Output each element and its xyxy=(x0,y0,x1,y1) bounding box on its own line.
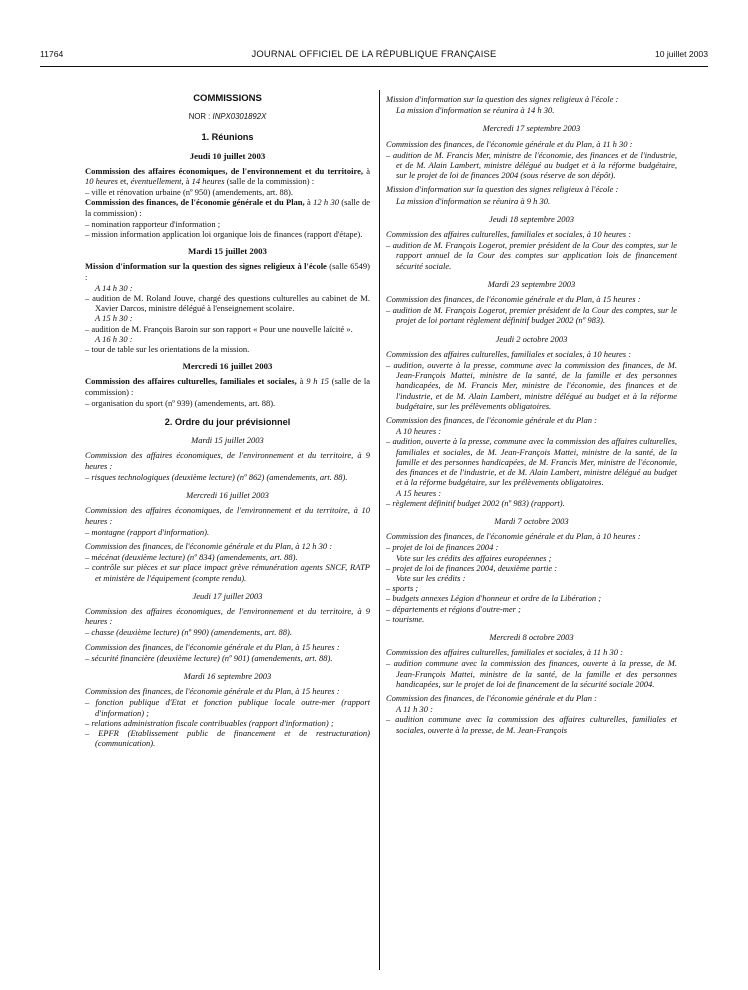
agenda-item: – tour de table sur les orientations de la mission. xyxy=(85,344,250,355)
commission-entry: Commission des finances, de l'économie générale et du Plan, à 15 heures : xyxy=(85,641,340,652)
time-slot: A 10 heures : xyxy=(396,426,442,437)
date-heading: Mercredi 16 juillet 2003 xyxy=(186,490,269,501)
left-column xyxy=(85,94,370,748)
section-title-reunions: 1. Réunions xyxy=(201,132,254,143)
agenda-item: – montagne (rapport d'information). xyxy=(85,526,210,537)
commission-entry: Commission des affaires économiques, de l'environnement et du territoire, à 9 heures : xyxy=(85,605,370,627)
agenda-item: – ville et rénovation urbaine (nº 950) (amendements, art. 88). xyxy=(85,187,293,198)
date-heading: Jeudi 17 juillet 2003 xyxy=(192,590,263,601)
commission-entry: Commission des finances, de l'économie générale et du Plan, à 11 h 30 : xyxy=(386,138,633,149)
agenda-subline: Vote sur les crédits : xyxy=(396,572,466,583)
issue-date: 10 juillet 2003 xyxy=(654,49,708,59)
time-slot: A 11 h 30 : xyxy=(396,704,433,715)
commission-entry: Commission des affaires culturelles, familiales et sociales, à 9 h 15 (salle de la commission) : xyxy=(85,376,370,397)
commission-entry: Commission des finances, de l'économie générale et du Plan : xyxy=(386,692,597,703)
commission-entry: Commission des affaires économiques, de l'environnement et du territoire, à 10 heures : xyxy=(85,505,370,526)
commission-entry: Commission des finances, de l'économie générale et du Plan, à 10 heures : xyxy=(386,531,641,542)
date-heading: Mercredi 16 juillet 2003 xyxy=(182,361,273,372)
column-divider xyxy=(379,90,380,970)
nor-code: INPX0301892X xyxy=(212,112,267,122)
agenda-item: – risques technologiques (deuxième lecture) (nº 862) (amendements, art. 88). xyxy=(85,471,348,482)
page-number: 11764 xyxy=(40,49,64,59)
section-heading: COMMISSIONS xyxy=(193,93,262,104)
agenda-item: – audition de M. François Baroin sur son rapport « Pour une nouvelle laïcité ». xyxy=(85,323,353,334)
commission-entry: Commission des affaires culturelles, familiales et sociales, à 10 heures : xyxy=(386,348,632,359)
agenda-item: – audition commune avec la commission des affaires culturelles, familiales et sociales, ouverte à la presse, de M. Jean-François xyxy=(386,714,677,735)
date-heading: Jeudi 10 juillet 2003 xyxy=(189,150,266,161)
commission-entry: Commission des finances, de l'économie générale et du Plan, à 12 h 30 (salle de la commission) : xyxy=(85,197,370,218)
date-heading: Jeudi 18 septembre 2003 xyxy=(489,213,574,224)
commission-entry: Mission d'information sur la question des signes religieux à l'école : xyxy=(386,184,619,195)
commission-entry: Commission des finances, de l'économie générale et du Plan, à 15 heures : xyxy=(85,686,340,697)
agenda-item: – chasse (deuxième lecture) (nº 990) (amendements, art. 88). xyxy=(85,627,292,638)
time-slot: A 15 h 30 : xyxy=(95,313,133,324)
commission-entry: Commission des finances, de l'économie générale et du Plan, à 12 h 30 : xyxy=(85,540,333,551)
running-header xyxy=(40,47,708,63)
date-heading: Mardi 15 juillet 2003 xyxy=(191,435,264,446)
time-slot: A 15 heures : xyxy=(396,487,442,498)
date-heading: Mercredi 17 septembre 2003 xyxy=(482,123,581,134)
nor-label: NOR : xyxy=(188,112,211,122)
agenda-item: – audition de M. François Logerot, premier président de la Cour des comptes, sur le rapport annuel de la Cour des comptes sur application lois de financement sécurité sociale. xyxy=(386,240,677,271)
agenda-item: – projet de loi de finances 2004, deuxième partie : xyxy=(386,562,558,573)
agenda-item: – audition, ouverte à la presse, commune avec la commission des affaires culturelles, familiales et sociales, de M. Jean-François Mattei, ministre de la santé, de la famille et des personnes handicapées, de M. Francis Mer, ministre de l'économie, des finances et de l'industrie, et de M. Alain Lambert, ministre délégué au budget et à la réforme budgétaire, sur les prélèvements obligatoires. xyxy=(386,436,677,488)
agenda-item: – fonction publique d'Etat et fonction publique locale outre-mer (rapport d'information) ; xyxy=(85,697,370,718)
agenda-item: – tourisme. xyxy=(386,613,425,624)
journal-title: JOURNAL OFFICIEL DE LA RÉPUBLIQUE FRANÇAISE xyxy=(251,48,497,59)
agenda-item: – sécurité financière (deuxième lecture) (nº 901) (amendements, art. 88). xyxy=(85,652,333,663)
commission-entry: Mission d'information sur la question des signes religieux à l'école (salle 6549) : xyxy=(85,261,370,282)
date-heading: Mardi 15 juillet 2003 xyxy=(188,246,267,257)
commission-entry: Commission des affaires économiques, de l'environnement et du territoire, à 10 heures et, éventuellement, à 14 heures (salle de la commission) : xyxy=(85,165,371,187)
agenda-item: – audition de M. Roland Jouve, chargé des questions culturelles au cabinet de M. Xavier Darcos, ministre délégué à l'enseignement scolaire. xyxy=(85,293,370,314)
agenda-subline: Vote sur les crédits des affaires européennes ; xyxy=(396,552,552,563)
time-slot: A 16 h 30 : xyxy=(95,333,133,344)
section-title-ordre-du-jour: 2. Ordre du jour prévisionnel xyxy=(164,417,291,428)
agenda-item: – règlement définitif budget 2002 (nº 983) (rapport). xyxy=(386,497,565,508)
date-heading: Mardi 7 octobre 2003 xyxy=(494,515,569,526)
agenda-item: – mission information application loi organique lois de finances (rapport d'étape). xyxy=(85,229,363,240)
agenda-item: – audition de M. François Logerot, premier président de la Cour des comptes, sur le projet de loi portant règlement définitif budget 2002 (nº 983). xyxy=(386,305,677,326)
commission-entry: Commission des finances, de l'économie générale et du Plan, à 15 heures : xyxy=(386,294,641,305)
nor-line xyxy=(85,112,370,122)
agenda-item: – EPFR (Etablissement public de financement et de restructuration) (communication). xyxy=(85,727,370,749)
commission-entry: Commission des finances, de l'économie générale et du Plan : xyxy=(386,415,597,426)
agenda-item: – mécénat (deuxième lecture) (nº 834) (amendements, art. 88). xyxy=(85,552,298,563)
date-heading: Mercredi 8 octobre 2003 xyxy=(489,631,574,642)
commission-entry: Mission d'information sur la question des signes religieux à l'école : xyxy=(386,94,619,104)
date-heading: Mardi 23 septembre 2003 xyxy=(487,278,576,289)
header-rule xyxy=(40,66,708,67)
right-column xyxy=(386,94,677,735)
commission-entry: Commission des affaires économiques, de l'environnement et du territoire, à 9 heures : xyxy=(85,450,370,471)
agenda-item: – budgets annexes Légion d'honneur et ordre de la Libération ; xyxy=(386,593,602,604)
agenda-item: – organisation du sport (nº 939) (amendements, art. 88). xyxy=(85,397,276,408)
agenda-item: – sports ; xyxy=(386,583,419,594)
time-slot: A 14 h 30 : xyxy=(95,282,133,293)
agenda-item: – audition, ouverte à la presse, commune avec la commission des finances, de M. Jean-François Mattei, ministre de la santé, de la famille et des personnes handicapées, de M. Francis Mer, ministre de l'économie, des finances et de l'industrie, et de M. Alain Lambert, ministre délégué au budget et à la réforme budgétaire, sur les prélèvements obligatoires. xyxy=(386,360,677,411)
agenda-item: La mission d'information se réunira à 14 h 30. xyxy=(396,105,555,116)
agenda-item: La mission d'information se réunira à 9 h 30. xyxy=(396,195,551,206)
agenda-item: – projet de loi de finances 2004 : xyxy=(386,542,499,553)
commission-entry: Commission des affaires culturelles, familiales et sociales, à 11 h 30 : xyxy=(386,647,623,658)
agenda-item: – départements et régions d'outre-mer ; xyxy=(386,603,521,614)
agenda-item: – contrôle sur pièces et sur place impact grève rémunération agents SNCF, RATP et ministère de l'équipement (compte rendu). xyxy=(85,562,370,583)
agenda-item: – audition de M. Francis Mer, ministre de l'économie, des finances et de l'industrie, et de M. Alain Lambert, ministre délégué au budget et à la réforme budgétaire, sur le projet de loi de finances 2004 (sous réserve de son dépôt). xyxy=(386,149,677,181)
date-heading: Jeudi 2 octobre 2003 xyxy=(495,333,568,344)
agenda-item: – audition commune avec la commission des finances, ouverte à la presse, de M. Jean-François Mattei, ministre de la santé, de la famille et des personnes handicapées, sur le projet de loi de financement de la sécurité sociale 2004. xyxy=(386,658,677,689)
commission-entry: Commission des affaires culturelles, familiales et sociales, à 10 heures : xyxy=(386,229,632,240)
agenda-item: – relations administration fiscale contribuables (rapport d'information) ; xyxy=(85,717,334,728)
agenda-item: – nomination rapporteur d'information ; xyxy=(85,218,221,229)
date-heading: Mardi 16 septembre 2003 xyxy=(183,670,272,681)
